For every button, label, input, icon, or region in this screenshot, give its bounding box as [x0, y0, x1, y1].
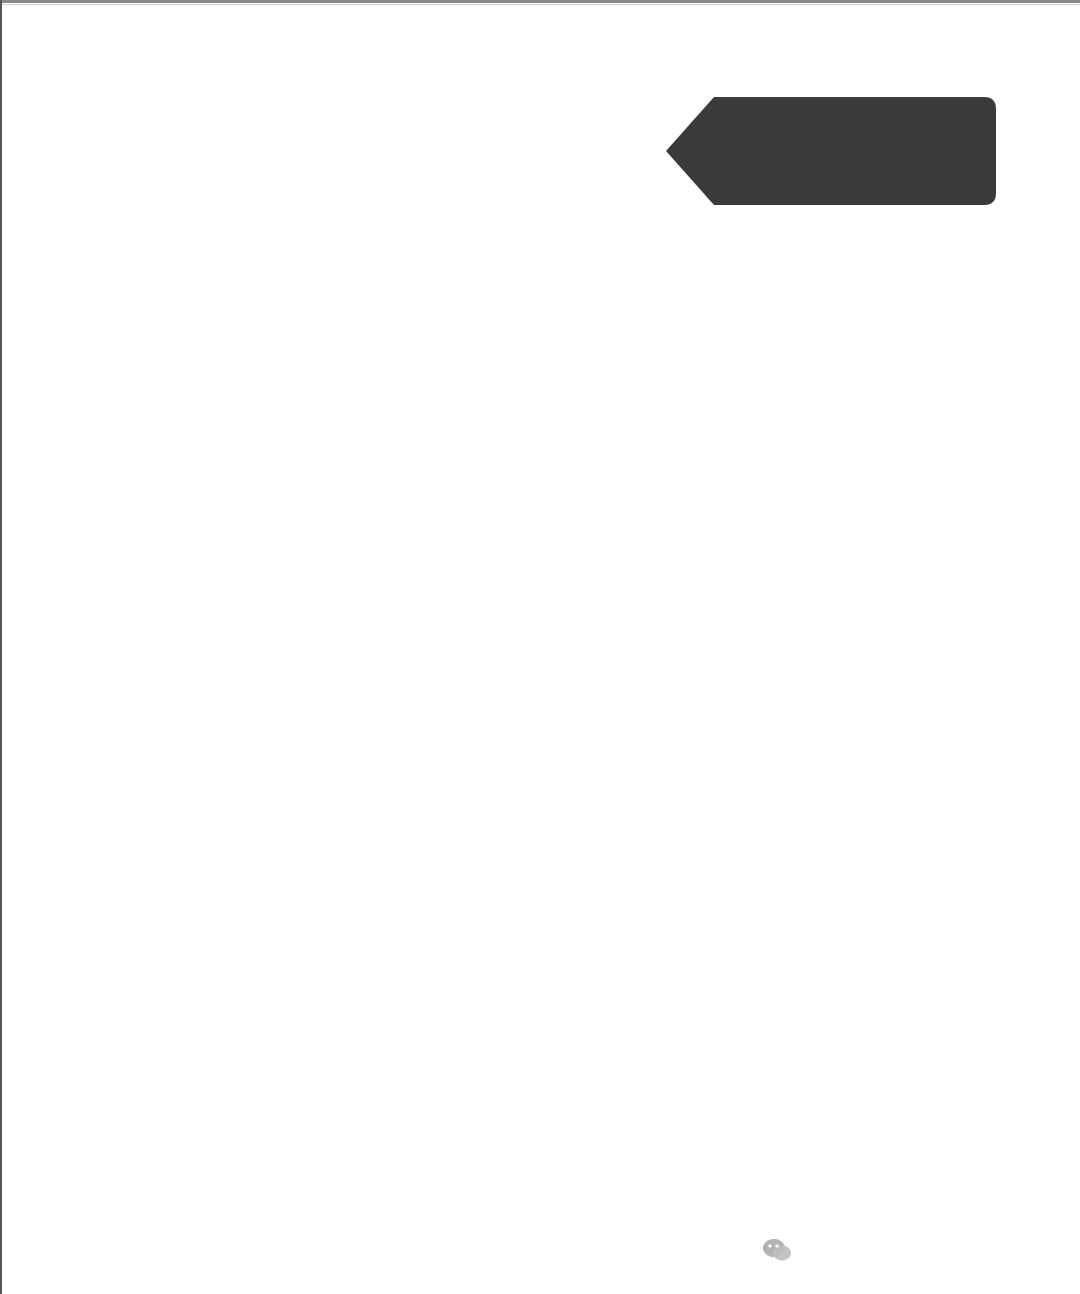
page-left-edge	[0, 0, 2, 1294]
page-top-edge	[0, 0, 1080, 3]
callout-shape	[666, 97, 996, 205]
page-top-edge-line	[0, 4, 1080, 5]
wechat-icon	[762, 1237, 792, 1263]
title-callout-banner	[666, 97, 996, 205]
watermark	[762, 1232, 798, 1268]
